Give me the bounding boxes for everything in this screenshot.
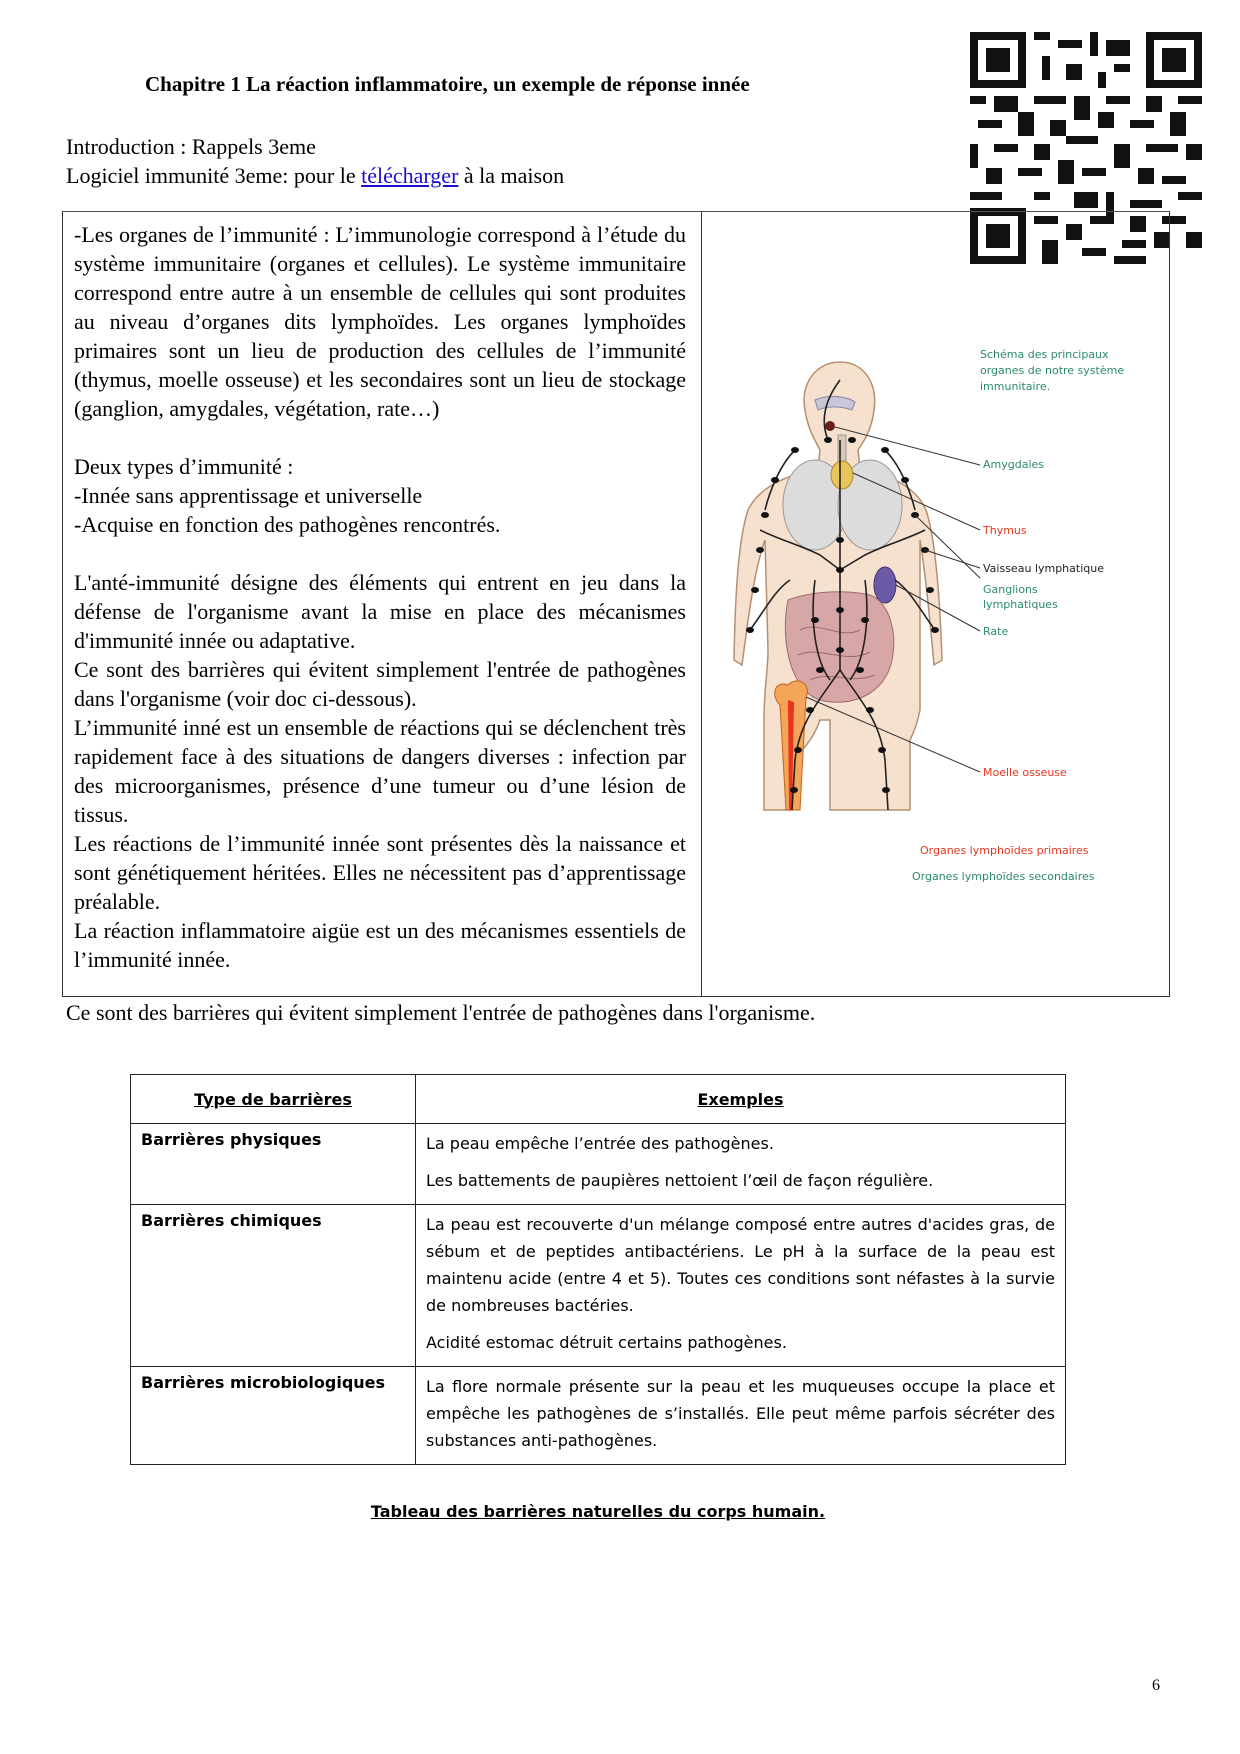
header-type: Type de barrières <box>131 1075 416 1124</box>
paragraph-types-title: Deux types d’immunité : <box>74 454 294 479</box>
diagram-caption-line-2: organes de notre système <box>980 364 1125 377</box>
row-physical-examples <box>416 1124 1066 1205</box>
paragraph-ante-immunite: L'anté-immunité désigne des éléments qui entrent en jeu dans la défense de l'organisme avant la mise en place des mécanismes d'immunité innée ou adaptative. <box>74 570 686 653</box>
label-amygdales: Amygdales <box>983 458 1045 471</box>
row-chemical-examples <box>416 1205 1066 1367</box>
immune-system-diagram <box>720 340 1160 940</box>
row-chemical-type: Barrières chimiques <box>131 1205 416 1367</box>
table-row <box>131 1124 1066 1205</box>
paragraph-immunite-inne: L’immunité inné est un ensemble de réactions qui se déclenchent très rapidement face à des situations de dangers diverses : infection par des microorganismes, présence d’une tumeur ou d’une lésion de tissus. <box>74 715 686 827</box>
paragraph-inflammatoire: La réaction inflammatoire aigüe est un des mécanismes essentiels de l’immunité innée. <box>74 918 686 972</box>
header-examples: Exemples <box>416 1075 1066 1124</box>
intro-line-2-prefix: Logiciel immunité 3eme: pour le <box>66 163 362 188</box>
table-caption: Tableau des barrières naturelles du corps humain. <box>370 1502 826 1521</box>
immunity-text <box>74 220 686 974</box>
body-silhouette <box>734 362 942 810</box>
row-microbio-type: Barrières microbiologiques <box>131 1367 416 1465</box>
paragraph-acquise: -Acquise en fonction des pathogènes rencontrés. <box>74 512 501 537</box>
diagram-caption-line-3: immunitaire. <box>980 380 1051 393</box>
diagram-caption-line-1: Schéma des principaux <box>980 348 1109 361</box>
download-link[interactable]: télécharger <box>361 163 459 188</box>
label-ganglions-line-2: lymphatiques <box>983 598 1058 611</box>
paragraph-organes: -Les organes de l’immunité : L’immunologie correspond à l’étude du système immunitaire (organes et cellules). Le système immunitaire correspond entre autre à un ensemble de cellules qui sont produites au niveau d’organes dits lymphoïdes. Les organes lymphoïdes primaires sont un lieu de production des cellules de l’immunité (thymus, moelle osseuse) et les secondaires sont un lieu de stockage (ganglion, amygdales, végétation, rate…) <box>74 222 686 421</box>
paragraph-reactions: Les réactions de l’immunité innée sont présentes dès la naissance et sont génétiquement héritées. Elles ne nécessitent pas d’apprentissage préalable. <box>74 831 686 914</box>
row-microbio-examples <box>416 1367 1066 1465</box>
physical-example-2: Les battements de paupières nettoient l’œil de façon régulière. <box>426 1171 934 1190</box>
row-physical-type: Barrières physiques <box>131 1124 416 1205</box>
intro-line-2 <box>66 161 564 190</box>
label-rate: Rate <box>983 625 1009 638</box>
barriers-table <box>130 1074 1066 1465</box>
barrier-intro-sentence: Ce sont des barrières qui évitent simplement l'entrée de pathogènes dans l'organisme. <box>66 1000 816 1025</box>
chemical-example-1: La peau est recouverte d'un mélange composé entre autres d'acides gras, de sébum et de peptides antibactériens. Le pH à la surface de la peau est maintenu acide (entre 4 et 5). Toutes ces conditions sont néfastes à la survie de nombreuses bactéries. <box>426 1215 1055 1315</box>
microbio-example-1: La flore normale présente sur la peau et les muqueuses occupe la place et empêche les pathogènes de s’installés. Elle peut même parfois sécréter des substances anti-pathogènes. <box>426 1377 1055 1450</box>
label-thymus: Thymus <box>983 524 1027 537</box>
table-row <box>131 1205 1066 1367</box>
page-number: 6 <box>1152 1677 1160 1694</box>
physical-example-1: La peau empêche l’entrée des pathogènes. <box>426 1134 774 1153</box>
label-moelle-osseuse: Moelle osseuse <box>983 766 1067 779</box>
chemical-example-2: Acidité estomac détruit certains pathogènes. <box>426 1333 787 1352</box>
legend-secondary: Organes lymphoïdes secondaires <box>912 870 1095 883</box>
intro-line-1: Introduction : Rappels 3eme <box>66 134 316 159</box>
intro-block <box>66 132 564 190</box>
legend-primary: Organes lymphoïdes primaires <box>920 844 1089 857</box>
paragraph-innee: -Innée sans apprentissage et universelle <box>74 483 423 508</box>
table-row <box>131 1367 1066 1465</box>
table-header-row <box>131 1075 1066 1124</box>
intro-line-2-suffix: à la maison <box>458 163 565 188</box>
paragraph-barrieres: Ce sont des barrières qui évitent simplement l'entrée de pathogènes dans l'organisme (voir doc ci-dessous). <box>74 657 686 711</box>
label-vaisseau-lymphatique: Vaisseau lymphatique <box>983 562 1104 575</box>
label-ganglions-line-1: Ganglions <box>983 583 1038 596</box>
page-title: Chapitre 1 La réaction inflammatoire, un exemple de réponse innée <box>145 72 750 96</box>
